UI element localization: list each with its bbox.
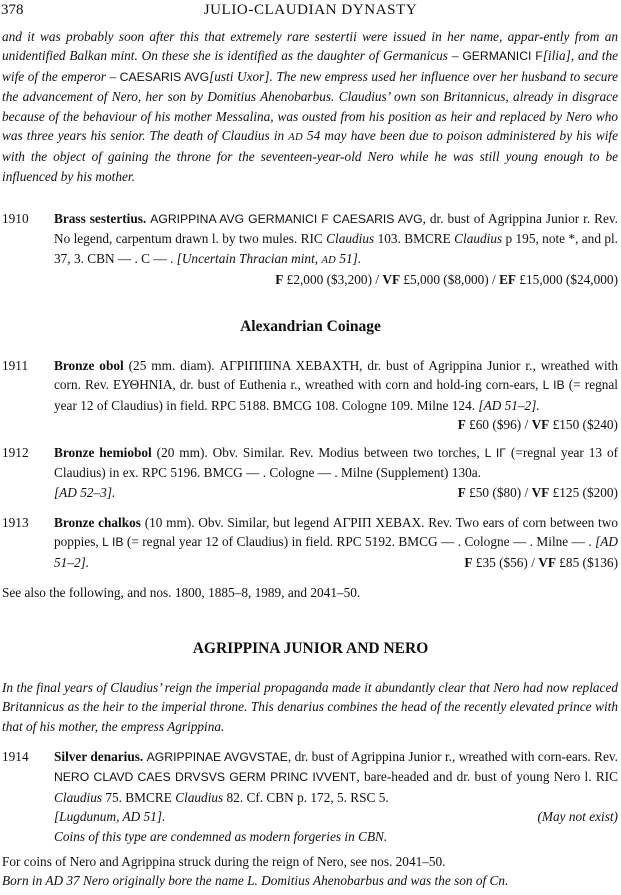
entry-description: [54, 747, 618, 846]
coin-legend-germanici: GERMANICI F: [462, 49, 543, 64]
entry-number: 1913: [2, 515, 29, 530]
reference-reign: Claudius: [326, 231, 375, 247]
coin-denomination: Bronze obol: [54, 358, 124, 373]
entry-description: [54, 356, 618, 435]
mint-attribution: [Lugdunum, AD 51].: [54, 809, 166, 825]
entry-text: (25 mm. diam). ΑΓΡΙΠΠΙΝΑ ΧΕΒΑΧΤΗ, dr. bust of Agrippina Junior r., wreathed with corn. Rev. ΕΥΘΗΝΙΑ, dr. bust of Euthenia r., wreathed with corn and hold-ing corn-ears,: [54, 358, 618, 393]
era-abbrev: AD: [321, 254, 337, 266]
entry-text: (= regnal year 12 of Claudius) in field. RPC 5192. BMCG — . Cologne — . Milne — .: [123, 534, 596, 550]
entry-number: 1912: [2, 445, 29, 460]
section-heading: AGRIPPINA JUNIOR AND NERO: [192, 640, 429, 657]
intro-text-1: and it was probably soon after this that extremely rare sestertii were issued in her name, appar-ently from an unidentified Balkan mint. On these she is identified as the daughter of Germanicus –: [2, 29, 618, 64]
entry-text: 75. BMCRE: [102, 789, 176, 805]
entry-description: [54, 209, 618, 290]
reference-reign: Claudius: [54, 789, 103, 805]
continuing-paragraph: Born in AD 37 Nero originally bore the name L. Domitius Ahenobarbus and was the son of Cn.: [2, 873, 509, 888]
mint-attribution: [Uncertain Thracian mint,: [176, 250, 322, 266]
valuation: F £35 ($56) / VF £85 ($136): [464, 554, 618, 570]
running-header: [0, 1, 621, 21]
coin-legend: AGRIPPINA AVG GERMANICI F CAESARIS AVG: [150, 212, 423, 226]
intro-text-3: [usti Uxor]. The new empress used her influence over her husband to secure the advancement of Nero, her son by Domitius Ahenobarbus. Claudius’ own son Britannicus, already in disgrace because of the behaviour of his mother Messalina, was ousted from his position as heir and replaced by Nero who was three years his senior. The death of Claudius in: [2, 68, 618, 144]
entry-text: 103. BMCRE: [374, 231, 455, 247]
running-title: JULIO-CLAUDIAN DYNASTY: [203, 2, 418, 18]
intro-text-2: [ilia], and the wife of the emperor –: [2, 48, 619, 84]
rarity-note: (May not exist): [537, 809, 618, 825]
entry-text: (20 mm). Obv. Similar. Rev. Modius between two torches,: [151, 445, 485, 460]
entry-text: , dr. bust of Agrippina Junior r., wreathed with corn-ears. Rev.: [287, 749, 618, 764]
section-intro-paragraph: In the final years of Claudius’ reign the imperial propaganda made it abundantly clear that Nero had now replaced Britannicus as the heir to the imperial throne. This denarius combines the head of the recently elevated prince with that of his mother, the empress Agrippina.: [2, 680, 618, 734]
date-attribution: [AD 52–3].: [54, 484, 116, 500]
coin-legend-obverse: AGRIPPINAE AVGVSTAE: [146, 750, 288, 764]
entry-text: , bare-headed and dr. bust of young Nero l. RIC: [356, 769, 618, 785]
intro-text-4: 54 may have been due to poison administered by his wife with the object of gaining the throne for the seventeen-year-old Nero while he was still young enough to be influenced by his mother.: [2, 128, 619, 184]
coin-legend-caesaris: CAESARIS AVG: [119, 69, 210, 84]
entry-description: [54, 443, 618, 502]
entry-text: (10 mm). Obv. Similar, but legend ΑΓΡΙΠ ΧΕΒΑΧ. Rev. Two ears of corn between two poppies,: [54, 515, 618, 550]
coin-denomination: Silver denarius.: [54, 749, 144, 764]
entry-text: p 195, note *, and pl. 37, 3. CBN — . C — .: [54, 231, 618, 266]
entry-last-line: [54, 483, 618, 502]
page-number: 378: [1, 2, 24, 18]
forgery-note: Coins of this type are condemned as modern forgeries in CBN.: [54, 828, 388, 844]
coin-denomination: Brass sestertius.: [54, 211, 147, 226]
entry-mint-line: [54, 807, 618, 826]
date-attribution: [AD 51–2].: [54, 534, 619, 570]
reference-reign: Claudius: [454, 231, 503, 247]
cross-reference-note: For coins of Nero and Agrippina struck during the reign of Nero, see nos. 2041–50.: [2, 854, 446, 869]
date-attribution: [AD 51–2].: [478, 397, 540, 413]
coin-legend-reverse: NERO CLAVD CAES DRVSVS GERM PRINC IVVENT: [54, 770, 357, 785]
entry-number: 1914: [2, 749, 29, 764]
valuation: F £50 ($80) / VF £125 ($200): [457, 484, 618, 500]
entry-number: 1911: [2, 358, 29, 373]
date-mark: L IB: [542, 378, 565, 393]
entry-text: , dr. bust of Agrippina Junior r. Rev. No legend, carpentum drawn l. by two mules. RIC: [54, 211, 619, 247]
entry-description: [54, 513, 618, 572]
entry-text: (= regnal year 12 of Claudius) in field. RPC 5188. BMCG 108. Cologne 109. Milne 124.: [54, 377, 618, 413]
valuation: F £2,000 ($3,200) / VF £5,000 ($8,000) / EF £15,000 ($24,000): [275, 272, 618, 288]
reference-reign: Claudius: [175, 789, 224, 805]
section-subheading: Alexandrian Coinage: [240, 318, 381, 335]
intro-paragraph: [2, 27, 618, 186]
valuation: F £60 ($96) / VF £150 ($240): [457, 417, 618, 433]
mint-attribution-end: 51].: [336, 250, 362, 266]
entry-text: (=regnal year 13 of Claudius) in ex. RPC 5196. BMCG — . Cologne — . Milne (Supplement) 130a.: [54, 445, 619, 481]
date-mark: L IΓ: [484, 446, 506, 460]
coin-denomination: Bronze hemiobol: [54, 445, 152, 460]
entry-text: 82. Cf. CBN p. 172, 5. RSC 5.: [223, 789, 389, 805]
era-abbrev: AD: [288, 132, 303, 144]
see-also-note: See also the following, and nos. 1800, 1885–8, 1989, and 2041–50.: [2, 585, 361, 600]
coin-denomination: Bronze chalkos: [54, 515, 141, 530]
date-mark: L IB: [102, 535, 124, 550]
entry-number: 1910: [2, 211, 29, 226]
